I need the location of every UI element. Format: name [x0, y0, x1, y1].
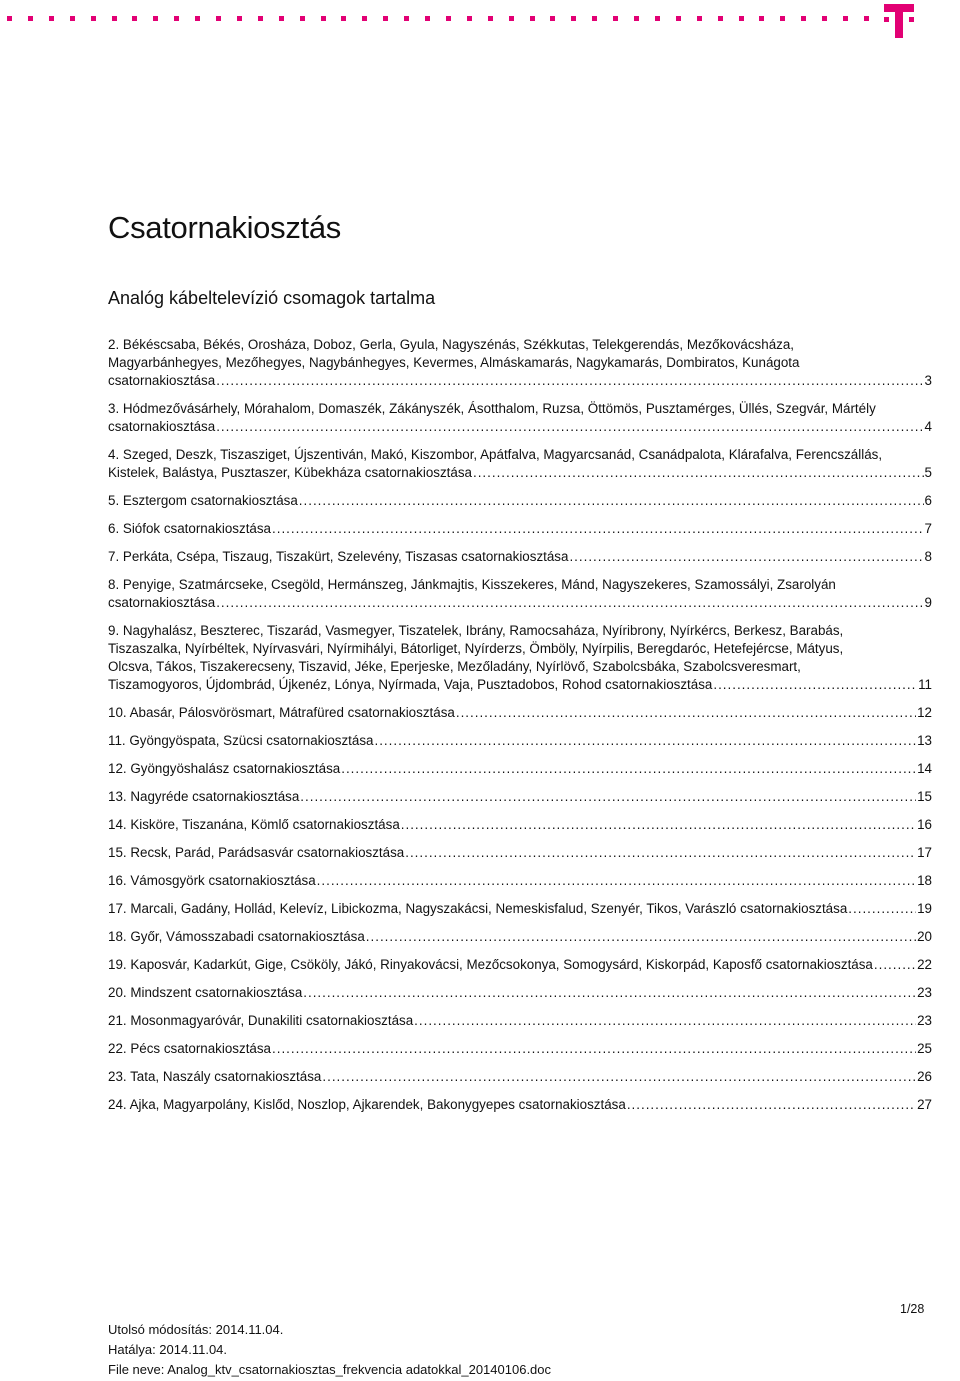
toc-page-number: 6 [924, 493, 932, 508]
toc-entry-line [108, 658, 932, 676]
brand-dot [801, 16, 806, 21]
toc-entry-text: 15. Recsk, Parád, Parádsasvár csatornakiosztása [108, 845, 405, 860]
toc-dot-leader [341, 760, 916, 778]
toc-page-number: 11 [918, 677, 932, 692]
brand-dot [7, 16, 12, 21]
brand-dot [91, 16, 96, 21]
toc-entry-text: 2. Békéscsaba, Békés, Orosháza, Doboz, Gerla, Gyula, Nagyszénás, Székkutas, Telekgerendás, Mezőkovácsháza, [108, 337, 795, 352]
brand-dot [655, 16, 660, 21]
toc-dot-leader [216, 372, 923, 390]
brand-dot [70, 16, 75, 21]
toc-dot-leader [713, 676, 917, 694]
brand-dot [446, 16, 451, 21]
toc-entry-line [108, 844, 932, 862]
toc-entry-line [108, 336, 932, 354]
toc-entry-text: 21. Mosonmagyaróvár, Dunakiliti csatornakiosztása [108, 1013, 414, 1028]
brand-dot [488, 16, 493, 21]
brand-dot [822, 16, 827, 21]
toc-entry[interactable] [108, 1096, 932, 1114]
toc-entry-line [108, 900, 932, 918]
brand-dot [843, 16, 848, 21]
brand-dot-row [0, 16, 880, 24]
brand-dot [509, 16, 514, 21]
toc-dot-leader [216, 594, 923, 612]
toc-entry-text: 7. Perkáta, Csépa, Tiszaug, Tiszakürt, Szelevény, Tiszasas csatornakiosztása [108, 549, 569, 564]
toc-entry-text: 20. Mindszent csatornakiosztása [108, 985, 303, 1000]
toc-entry[interactable] [108, 520, 932, 538]
toc-entry-line [108, 464, 932, 482]
toc-dot-leader [473, 464, 924, 482]
toc-entry-text: 23. Tata, Naszály csatornakiosztása [108, 1069, 322, 1084]
toc-page-number: 5 [924, 465, 932, 480]
toc-entry-text: 4. Szeged, Deszk, Tiszasziget, Újszentiván, Makó, Kiszombor, Apátfalva, Magyarcsanád, Csanádpalota, Klárafalva, Ferencszállás, [108, 447, 883, 462]
toc-entry-text: 18. Győr, Vámosszabadi csatornakiosztása [108, 929, 365, 944]
toc-page-number: 7 [924, 521, 932, 536]
toc-entry-line [108, 1012, 932, 1030]
toc-page-number: 18 [917, 873, 932, 888]
toc-dot-leader [874, 956, 916, 974]
toc-entry-text: 11. Gyöngyöspata, Szücsi csatornakiosztása [108, 733, 374, 748]
brand-dot [112, 16, 117, 21]
brand-dot [383, 16, 388, 21]
toc-entry[interactable] [108, 492, 932, 510]
toc-dot-leader [456, 704, 916, 722]
toc-entry[interactable] [108, 984, 932, 1002]
brand-header [0, 0, 960, 44]
brand-dot [132, 16, 137, 21]
toc-entry[interactable] [108, 872, 932, 890]
toc-entry[interactable] [108, 1012, 932, 1030]
toc-page-number: 17 [917, 845, 932, 860]
toc-entry-text: 3. Hódmezővásárhely, Mórahalom, Domaszék, Zákányszék, Ásotthalom, Ruzsa, Öttömös, Pusztamérges, Üllés, Szegvár, Mártély [108, 401, 876, 416]
toc-entry-line [108, 520, 932, 538]
toc-entry-line [108, 956, 932, 974]
toc-entry[interactable] [108, 704, 932, 722]
toc-page-number: 13 [917, 733, 932, 748]
toc-entry-text: 16. Vámosgyörk csatornakiosztása [108, 873, 316, 888]
toc-page-number: 8 [924, 549, 932, 564]
brand-dot [718, 16, 723, 21]
toc-entry[interactable] [108, 622, 932, 694]
table-of-contents [108, 336, 932, 1124]
toc-entry-line [108, 1096, 932, 1114]
toc-entry[interactable] [108, 900, 932, 918]
toc-entry-text: 22. Pécs csatornakiosztása [108, 1041, 272, 1056]
page-title: Csatornakiosztás [108, 210, 341, 245]
brand-dot [404, 16, 409, 21]
toc-entry-line [108, 576, 932, 594]
document-footer [108, 1320, 551, 1380]
toc-entry-text: 17. Marcali, Gadány, Hollád, Kelevíz, Libickozma, Nagyszakácsi, Nemeskisfalud, Szenyér, Tikos, Varászló csatornakiosztása [108, 901, 848, 916]
toc-entry[interactable] [108, 336, 932, 390]
toc-dot-leader [405, 844, 916, 862]
toc-entry-line [108, 446, 932, 464]
toc-entry-line [108, 372, 932, 390]
brand-dot [279, 16, 284, 21]
toc-page-number: 23 [917, 985, 932, 1000]
brand-dot [425, 16, 430, 21]
toc-entry-text: 10. Abasár, Pálosvörösmart, Mátrafüred csatornakiosztása [108, 705, 455, 720]
toc-entry[interactable] [108, 576, 932, 612]
toc-entry-text: 8. Penyige, Szatmárcseke, Csegöld, Hermánszeg, Jánkmajtis, Kisszekeres, Mánd, Nagyszekeres, Szamossályi, Zsarolyán [108, 577, 836, 592]
brand-dot [216, 16, 221, 21]
toc-entry[interactable] [108, 816, 932, 834]
toc-entry-text: 19. Kaposvár, Kadarkút, Gige, Csököly, Jákó, Rinyakovácsi, Mezőcsokonya, Somogysárd, Kiskorpád, Kaposfő csatornakiosztása [108, 957, 873, 972]
toc-dot-leader [848, 900, 916, 918]
brand-dot [258, 16, 263, 21]
brand-dot [676, 16, 681, 21]
toc-entry-text: 24. Ajka, Magyarpolány, Kislőd, Noszlop, Ajkarendek, Bakonygyepes csatornakiosztása [108, 1097, 626, 1112]
toc-dot-leader [272, 1040, 916, 1058]
brand-dot [321, 16, 326, 21]
toc-entry[interactable] [108, 1068, 932, 1086]
toc-dot-leader [299, 492, 924, 510]
brand-dot [362, 16, 367, 21]
toc-entry[interactable] [108, 788, 932, 806]
toc-entry-text: 14. Kisköre, Tiszanána, Kömlő csatornakiosztása [108, 817, 400, 832]
brand-dot [697, 16, 702, 21]
toc-dot-leader [401, 816, 916, 834]
toc-page-number: 15 [917, 789, 932, 804]
brand-dot [300, 16, 305, 21]
toc-entry-line [108, 594, 932, 612]
toc-page-number: 16 [917, 817, 932, 832]
toc-entry-line [108, 704, 932, 722]
toc-entry-line [108, 400, 932, 418]
toc-dot-leader [366, 928, 916, 946]
toc-entry-line [108, 816, 932, 834]
toc-entry-text: 13. Nagyréde csatornakiosztása [108, 789, 300, 804]
toc-entry[interactable] [108, 1040, 932, 1058]
toc-entry-line [108, 760, 932, 778]
toc-dot-leader [414, 1012, 916, 1030]
toc-entry[interactable] [108, 732, 932, 750]
brand-dot [195, 16, 200, 21]
brand-dot [780, 16, 785, 21]
toc-entry[interactable] [108, 956, 932, 974]
toc-page-number: 3 [924, 373, 932, 388]
toc-dot-leader [317, 872, 916, 890]
toc-page-number: 26 [917, 1069, 932, 1084]
footer-filename: File neve: Analog_ktv_csatornakiosztas_frekvencia adatokkal_20140106.doc [108, 1362, 552, 1377]
toc-entry-text: csatornakiosztása [108, 373, 216, 388]
toc-dot-leader [627, 1096, 916, 1114]
page-subtitle: Analóg kábeltelevízió csomagok tartalma [108, 288, 436, 308]
toc-page-number: 23 [917, 1013, 932, 1028]
toc-entry-line [108, 928, 932, 946]
toc-page-number: 22 [917, 957, 932, 972]
toc-entry-line [108, 548, 932, 566]
toc-entry[interactable] [108, 928, 932, 946]
toc-entry[interactable] [108, 844, 932, 862]
toc-entry-text: Tiszamogyoros, Újdombrád, Újkenéz, Lónya, Nyírmada, Vaja, Pusztadobos, Rohod csatornakiosztása [108, 677, 713, 692]
brand-dot [341, 16, 346, 21]
toc-entry-line [108, 640, 932, 658]
toc-dot-leader [216, 418, 923, 436]
toc-page-number: 25 [917, 1041, 932, 1056]
toc-entry-text: Olcsva, Tákos, Tiszakerecseny, Tiszavid, Jéke, Eperjeske, Mezőladány, Nyírlövő, Szabolcsbáka, Szabolcsveresmart, [108, 659, 801, 674]
toc-entry-line [108, 1040, 932, 1058]
brand-dot [739, 16, 744, 21]
brand-dot [153, 16, 158, 21]
brand-dot [28, 16, 33, 21]
footer-modified: Utolsó módosítás: 2014.11.04. [108, 1322, 284, 1337]
toc-entry[interactable] [108, 446, 932, 482]
toc-entry-line [108, 492, 932, 510]
brand-dot [759, 16, 764, 21]
toc-entry-line [108, 732, 932, 750]
toc-entry-line [108, 872, 932, 890]
toc-entry-text: 5. Esztergom csatornakiosztása [108, 493, 298, 508]
toc-page-number: 4 [924, 419, 932, 434]
toc-entry-line [108, 984, 932, 1002]
toc-entry-line [108, 622, 932, 640]
brand-dot [571, 16, 576, 21]
toc-page-number: 19 [917, 901, 932, 916]
toc-entry-line [108, 676, 932, 694]
brand-dot [864, 16, 869, 21]
toc-page-number: 14 [917, 761, 932, 776]
toc-entry-text: csatornakiosztása [108, 419, 216, 434]
brand-dot [49, 16, 54, 21]
brand-dot [530, 16, 535, 21]
toc-entry-line [108, 418, 932, 436]
toc-dot-leader [303, 984, 916, 1002]
toc-entry-line [108, 354, 932, 372]
toc-page-number: 20 [917, 929, 932, 944]
page-number: 1/28 [900, 1302, 925, 1316]
toc-entry[interactable] [108, 760, 932, 778]
brand-dot [467, 16, 472, 21]
toc-entry-text: 9. Nagyhalász, Beszterec, Tiszarád, Vasmegyer, Tiszatelek, Ibrány, Ramocsaháza, Nyíribrony, Nyírkércs, Berkesz, Barabás, [108, 623, 844, 638]
toc-entry-text: Tiszaszalka, Nyírbéltek, Nyírvasvári, Nyírmihályi, Bátorliget, Nyírderzs, Ömböly, Nyírpilis, Beregdaróc, Hetefejércse, Mátyus, [108, 641, 844, 656]
toc-entry-text: Magyarbánhegyes, Mezőhegyes, Nagybánhegyes, Kevermes, Almáskamarás, Nagykamarás, Dombiratos, Kunágota [108, 355, 800, 370]
toc-entry-text: 12. Gyöngyöshalász csatornakiosztása [108, 761, 341, 776]
toc-entry[interactable] [108, 548, 932, 566]
toc-entry-text: Kistelek, Balástya, Pusztaszer, Kübekháza csatornakiosztása [108, 465, 472, 480]
brand-dot [174, 16, 179, 21]
toc-entry[interactable] [108, 400, 932, 436]
toc-entry-line [108, 788, 932, 806]
toc-dot-leader [300, 788, 916, 806]
footer-effective: Hatálya: 2014.11.04. [108, 1342, 228, 1357]
toc-entry-line [108, 1068, 932, 1086]
toc-entry-text: 6. Siófok csatornakiosztása [108, 521, 272, 536]
telekom-t-logo-icon [884, 4, 914, 38]
toc-dot-leader [272, 520, 924, 538]
toc-page-number: 9 [924, 595, 932, 610]
toc-dot-leader [374, 732, 916, 750]
toc-dot-leader [322, 1068, 916, 1086]
brand-dot [237, 16, 242, 21]
toc-entry-text: csatornakiosztása [108, 595, 216, 610]
brand-dot [592, 16, 597, 21]
toc-dot-leader [569, 548, 923, 566]
toc-page-number: 12 [917, 705, 932, 720]
brand-dot [613, 16, 618, 21]
toc-page-number: 27 [917, 1097, 932, 1112]
brand-dot [550, 16, 555, 21]
brand-dot [634, 16, 639, 21]
